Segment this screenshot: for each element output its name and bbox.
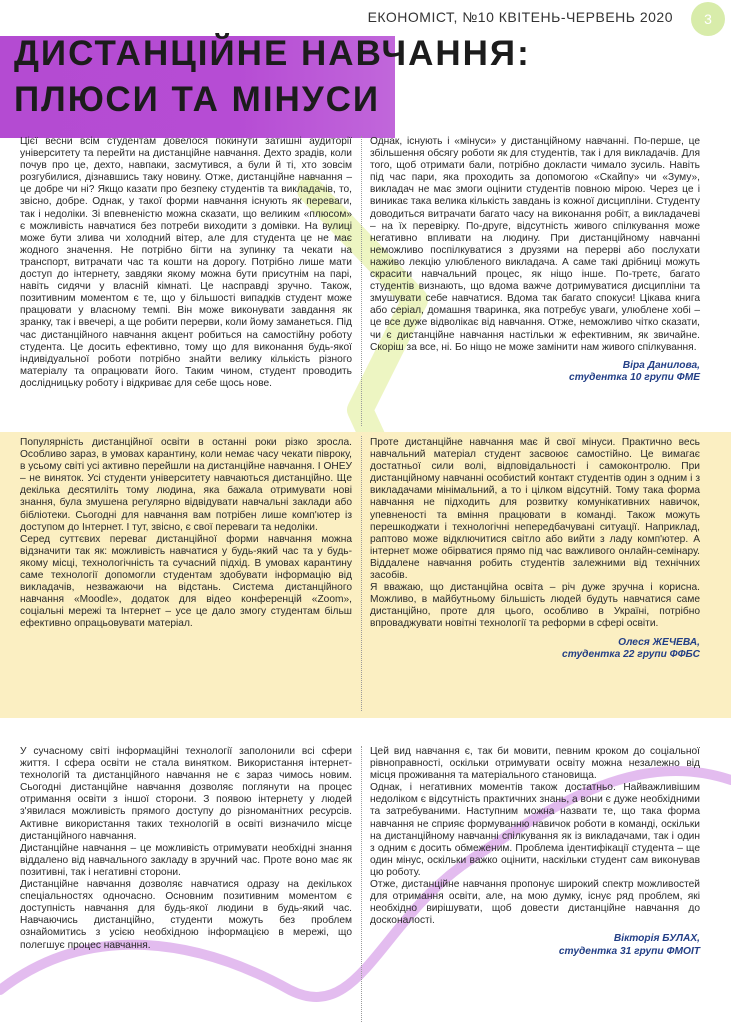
article-2-left-p1: Популярність дистанційної освіти в останні роки різко зросла. Особливо зараз, в умовах карантину, коли немає часу чекати півроку, в усьому світі усі активно перейшли на дистанційне навчання. І ОНЕУ – не виняток. Усі студенти університету навчаються дистанційно. Ще декілька десятиліть тому людина, яка бажала отримувати нові знання, була змушена регулярно відвідувати навчальні заклади або бібліотеки. Сьогодні для навчання вам потрібен лише комп'ютер із доступом до Інтернет. І тут, звісно, є свої переваги та недоліки. <box>20 437 352 533</box>
page-title-line-2: ПЛЮСИ ТА МІНУСИ <box>14 80 381 119</box>
article-3-left-p1: У сучасному світі інформаційні технології заполонили всі сфери життя. І сфера освіти не стала винятком. Використання інтернет-технологій та дистанційного навчання не є зараз чимось новим. Сьогодні дистанційне навчання дозволяє поглянути на процес отримання освіти з іншої сторони. З появою інтернету у людей з'явилася можливість прямого доступу до різноманітних ресурсів. Активне використання таких технологій в освіті визначило місце дистанційного навчання. <box>20 746 352 842</box>
article-3-author: Вікторія БУЛАХ, <box>613 933 700 945</box>
article-2-right-p2: Я вважаю, що дистанційна освіта – річ дуже зручна і корисна. Можливо, в майбутньому більшість людей будуть навчатися саме дистанційно, проте для цього, особливо в Україні, потрібно впроваджувати новітні технології та реформи в сфері освіти. <box>370 582 700 630</box>
article-1-signature <box>370 360 700 385</box>
article-2-group: студентка 22 групи ФФБС <box>562 649 700 660</box>
article-3-right-p3: Отже, дистанційне навчання пропонує широкий спектр можливостей для отримання освіти, але, на мою думку, існує ряд проблем, які необхідно вирішувати, щоб довести дистанційне навчання до досконалості. <box>370 879 700 927</box>
magazine-issue: ЕКОНОМІСТ, №10 КВІТЕНЬ-ЧЕРВЕНЬ 2020 <box>367 9 673 25</box>
article-3-right-column <box>370 746 700 958</box>
column-divider <box>361 746 362 1022</box>
article-1-group: студентка 10 групи ФМЕ <box>569 372 700 384</box>
article-3-left-p3: Дистанційне навчання дозволяє навчатися одразу на декількох спеціальностях одночасно. Основним позитивним моментом є доступність навчання для будь-якої людини в будь-який час. Навчаючись дистанційно, студенти можуть без проблем ознайомитись з усією необхідною інформацією в мережі, що полегшує процес навчання. <box>20 879 352 951</box>
article-2-left-column <box>20 437 352 631</box>
article-2-left-p2: Серед суттєвих переваг дистанційної форми навчання можна відзначити так як: можливість навчатися у будь-який час та у будь-якому місці, технологічність та сучасний підхід. В умовах карантину саме технології допомогли студентам здобувати інформацію від викладачів, незважаючи на відстань. Система дистанційного навчання «Moodle», додаток для відео конференцій «Zoom», соціальні мережі та Інтернет – усе це дало змогу студентам більш ефективно опрацьовувати матеріал. <box>20 533 352 630</box>
article-1-left-column <box>20 136 352 390</box>
article-2-author: Олеся ЖЕЧЕВА, <box>618 636 700 648</box>
article-1-right-column <box>370 136 700 385</box>
article-1-left-text: Цієї весни всім студентам довелося покинути затишні аудиторії університету та перейти на дистанційне навчання. Дехто зрадів, коли почув про це, дехто, навпаки, засмутився, а були й ті, хто зовсім розгубилися, дізнавшись таку новину. Отже, дистанційне навчання – це добре чи ні? Якщо казати про безпеку студентів та викладачів, то, звісно, добре. Однак, у такої форми навчання існують як переваги, так і недоліки. Зі впевненістю можна сказати, що великим «плюсом» є можливість навчатися без потреби виходити з домівки. На вулиці може бути злива чи холодний вітер, але для студента це не має жодного значення. Не потрібно бігти на зупинку та чекати на транспорт, витрачати час та кошти на дорогу. Потрібно лише мати доступ до інтернету, завдяки якому можна бути присутнім на парі, навіть сидячи у власній кімнаті. Це насправді зручно. Також, позитивним моментом є те, що у більшості випадків студент може працювати у власному темпі. Він може виконувати завдання як зранку, так і ввечері, а ще робити перерви, коли йому заманеться. Під час дистанційного навчання акцент робиться на самостійну роботу студента. Це досить ефективно, тому що для виконання будь-якої індивідуальної роботи потрібно знайти велику кількість різного матеріалу та опрацювати його. Таким чином, студент проводить дослідницьку роботу і відкриває для себе щось нове. <box>20 136 352 389</box>
article-2-right-column <box>370 437 700 662</box>
article-1-author: Віра Данилова, <box>622 359 700 371</box>
article-3-left-p2: Дистанційне навчання – це можливість отримувати необхідні знання віддалено від навчального закладу в зручний час. Проте воно має як позитивні, так і негативні сторони. <box>20 842 352 878</box>
article-2-signature <box>370 637 700 662</box>
article-1-right-text: Однак, існують і «мінуси» у дистанційному навчанні. По-перше, це збільшення обсягу роботи як для студентів, так і для викладачів. Для того, щоб отримати бали, потрібно докласти чимало зусиль. Навіть під час пари, яка проходить за допомогою «Скайпу» чи «Зуму», викладач не має змоги оцінити студентів повною мірою. Через це і виникає така велика кількість завдань із кожної дисципліни. Студенту доводиться витрачати багато часу на виконання робіт, а викладачеві – на їх перевірку. По-друге, відсутність живого спілкування може негативно впливати на людину. При дистанційному навчанні неможливо поспілкуватися з друзями на перерві або послухати наживо лекцію улюбленого викладача. А саме такі дрібниці можуть скрасити навчальний процес, як ніщо інше. По-третє, багато студентів визнають, що вдома важче дотримуватися дисципліни та змушувати себе навчатися. Вдома так багато спокуси! Цікава книга або серіал, домашня тваринка, яка потребує уваги, улюблене хобі – це все дуже відволікає від навчання. Отже, неможливо чітко сказати, чи є дистанційне навчання настільки ж ефективним, як звичайне. Скоріш за все, ні. Бо ніщо не може замінити нам живого спілкування. <box>370 136 700 353</box>
page-header <box>0 6 725 30</box>
article-3-right-p1: Цей вид навчання є, так би мовити, певним кроком до соціальної рівноправності, оскільки отримувати освіту можна незалежно від місця проживання та матеріального становища. <box>370 746 700 782</box>
article-3 <box>0 740 731 1024</box>
article-3-signature <box>370 933 700 958</box>
column-divider <box>361 436 362 711</box>
page-title-line-1: ДИСТАНЦІЙНЕ НАВЧАННЯ: <box>14 34 531 73</box>
article-3-right-p2: Однак, і негативних моментів також достатньо. Найважливішим недоліком є відсутність практичних знань, а вони є дуже необхідними та затребуваними. Наступним можна назвати те, що така форма навчання не сприяє формуванню навичок роботи в команді, оскільки на дистанційному навчанні спілкування як із викладачами, так і один з одним є досить обмеженим. Проблема ідентифікації студента – ще один мінус, оскільки важко оцінити, наскільки студент сам виконував цю роботу. <box>370 782 700 878</box>
article-2-right-p1: Проте дистанційне навчання має й свої мінуси. Практично весь навчальний матеріал студент засвоює самостійно. Це вимагає достатньої сили волі, відповідальності і самоконтролю. При дистанційному навчанні особистий контакт студентів один з одним і з викладачами мінімальний, а то і цілком відсутній. Тому така форма навчання не підходить для розвитку комунікативних навичок, упевненості та вміння працювати в команді. Також можуть перешкоджати і технологічні непередбачувані ситуації. Наприклад, раптово може відключитися світло або вийти з ладу комп'ютер. А інтернет може обірватися прямо під час важливого онлайн-семінару. Віддалене навчання робить студентів залежними від технічних засобів. <box>370 437 700 582</box>
article-title-block <box>0 30 731 120</box>
article-1 <box>0 130 731 430</box>
column-divider <box>361 136 362 426</box>
article-3-group: студентка 31 групи ФМОІТ <box>558 945 700 957</box>
page-number: 3 <box>691 2 725 36</box>
article-2 <box>0 432 731 718</box>
article-3-left-column <box>20 746 352 952</box>
